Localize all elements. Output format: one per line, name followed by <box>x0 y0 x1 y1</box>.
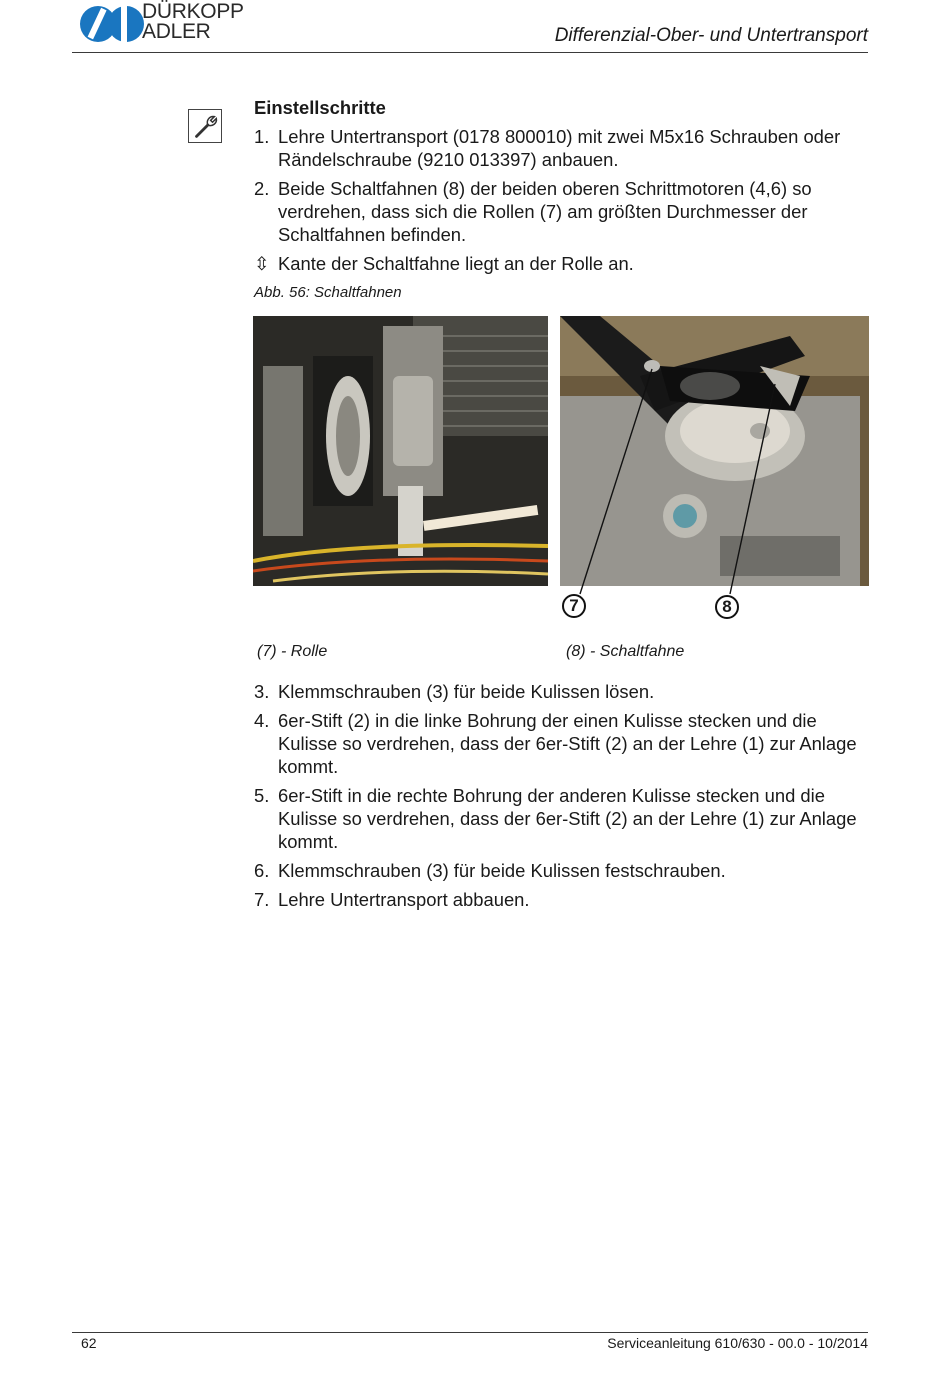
page-number: 62 <box>81 1335 97 1351</box>
figure-caption: Abb. 56: Schaltfahnen <box>254 284 402 301</box>
step-1 <box>254 125 869 171</box>
step-number: 3. <box>254 681 270 702</box>
step-number: 7. <box>254 889 270 910</box>
instructions-bottom <box>254 680 869 917</box>
footer-divider <box>72 1332 868 1333</box>
result-arrow-icon: ⇳ <box>254 253 270 274</box>
step-text: Beide Schaltfahnen (8) der beiden oberen Schrittmotoren (4,6) so verdrehen, dass sich die Rollen (7) am größten Durchmesser der Schaltfahnen befinden. <box>278 178 812 245</box>
header-divider <box>72 52 868 53</box>
photo-switching-flags-right <box>560 316 869 586</box>
step-5 <box>254 784 869 853</box>
logo-line-2: ADLER <box>142 20 211 43</box>
section-heading: Einstellschritte <box>254 97 386 118</box>
step-7 <box>254 888 869 911</box>
page-header-title: Differenzial-Ober- und Untertransport <box>554 25 868 46</box>
step-number: 2. <box>254 178 270 199</box>
step-number: 1. <box>254 126 270 147</box>
step-text: 6er-Stift in die rechte Bohrung der anderen Kulisse stecken und die Kulisse so verdrehen, dass der 6er-Stift (2) an der Lehre (1) zur Anlage kommt. <box>278 785 857 852</box>
step-text: Klemmschrauben (3) für beide Kulissen lösen. <box>278 681 655 702</box>
logo-wordmark <box>142 2 244 42</box>
step-number: 6. <box>254 860 270 881</box>
step-2 <box>254 177 869 246</box>
legend-schaltfahne: (8) - Schaltfahne <box>566 643 685 660</box>
step-text: 6er-Stift (2) in die linke Bohrung der einen Kulisse stecken und die Kulisse so verdrehen, dass der 6er-Stift (2) an der Lehre (1) zur Anlage kommt. <box>278 710 857 777</box>
step-6 <box>254 859 869 882</box>
step-text: Lehre Untertransport (0178 800010) mit zwei M5x16 Schrauben oder Rändelschraube (9210 013397) anbauen. <box>278 126 841 170</box>
step-3 <box>254 680 869 703</box>
logo-line-1: DÜRKOPP <box>142 0 244 23</box>
instructions-top <box>254 96 869 304</box>
callout-7: 7 <box>562 594 586 618</box>
document-info: Serviceanleitung 610/630 - 00.0 - 10/2014 <box>607 1335 868 1351</box>
legend-rolle: (7) - Rolle <box>257 643 328 660</box>
result-text: Kante der Schaltfahne liegt an der Rolle an. <box>278 253 634 274</box>
step-number: 5. <box>254 785 270 806</box>
callout-8: 8 <box>715 595 739 619</box>
step-4 <box>254 709 869 778</box>
photo-stepper-motor-left <box>253 316 548 586</box>
step-text: Lehre Untertransport abbauen. <box>278 889 530 910</box>
wrench-icon <box>188 109 222 143</box>
result-line <box>254 252 869 275</box>
step-number: 4. <box>254 710 270 731</box>
step-text: Klemmschrauben (3) für beide Kulissen festschrauben. <box>278 860 726 881</box>
